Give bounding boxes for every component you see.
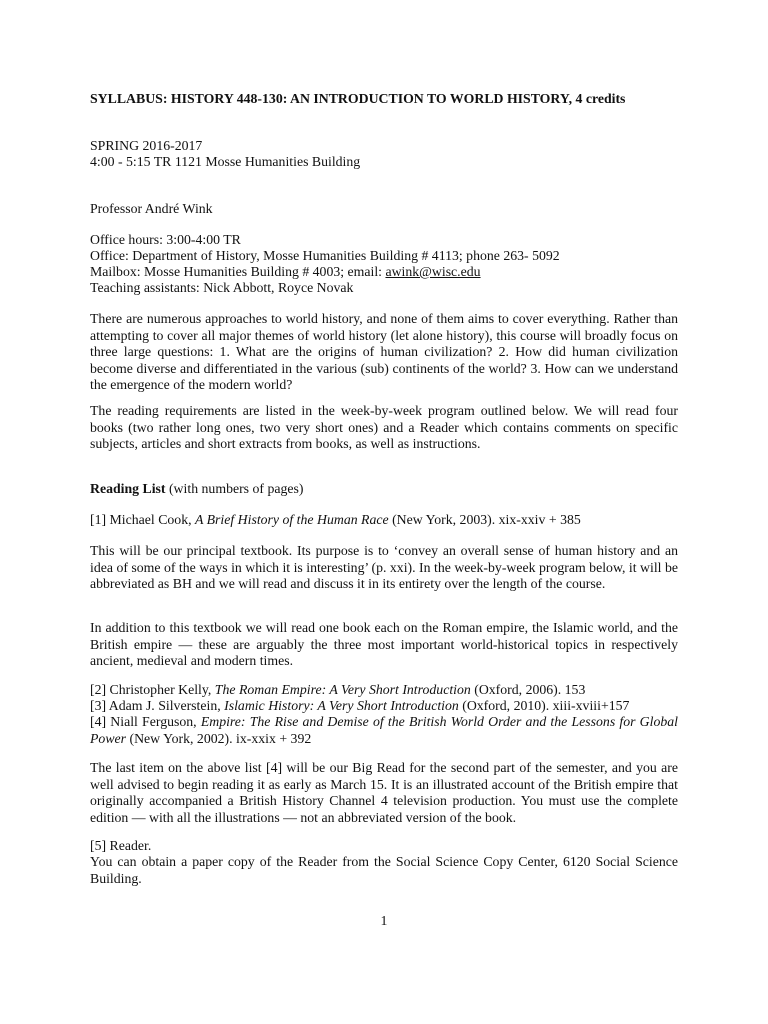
book-3-author: [3] Adam J. Silverstein, bbox=[90, 698, 225, 713]
book-4 bbox=[90, 714, 678, 747]
book-4-author: [4] Niall Ferguson, bbox=[90, 714, 201, 729]
intro-paragraph: There are numerous approaches to world history, and none of them aims to cover everything. Rather than attempting to cover all major themes of world history (let alone history), this course will broadly focus on three large questions: 1. What are the origins of human civilization? 2. How did human civilization become diverse and differentiated in the various (sub) continents of the world? 3. How can we understand the emergence of the modern world? bbox=[90, 311, 678, 393]
book-1-title: A Brief History of the Human Race bbox=[195, 512, 389, 527]
book-4-details: (New York, 2002). ix-xxix + 392 bbox=[126, 730, 312, 746]
textbook-paragraph: This will be our principal textbook. Its purpose is to ‘convey an overall sense of human history and an idea of some of the ways in which it is interesting’ (p. xxi). In the week-by-week program below, it will be abbreviated as BH and we will read and discuss it in its entirety over the length of the course. bbox=[90, 543, 678, 592]
mailbox-line bbox=[90, 264, 678, 281]
reader-paragraph: You can obtain a paper copy of the Reader from the Social Science Copy Center, 6120 Social Science Building. bbox=[90, 854, 678, 886]
schedule: 4:00 - 5:15 TR 1121 Mosse Humanities Building bbox=[90, 154, 361, 169]
professor-name: Professor André Wink bbox=[90, 201, 213, 216]
reader-heading: [5] Reader. bbox=[90, 838, 152, 853]
book-3-details: (Oxford, 2010). xiii-xviii+157 bbox=[458, 698, 630, 713]
email-link[interactable]: awink@wisc.edu bbox=[385, 264, 481, 279]
page-number: 1 bbox=[380, 913, 388, 928]
office-hours: Office hours: 3:00-4:00 TR bbox=[90, 232, 241, 247]
book-3-title: Islamic History: A Very Short Introduction bbox=[224, 698, 459, 713]
big-read-paragraph: The last item on the above list [4] will be our Big Read for the second part of the semester, and you are well advised to begin reading it as early as March 15. It is an illustrated account of the British empire that originally accompanied a British History Channel 4 television production. You must use the complete edition — with all the illustrations — not an abbreviated version of the book. bbox=[90, 760, 678, 825]
book-1-author: [1] Michael Cook, bbox=[90, 512, 195, 527]
reading-list-note: (with numbers of pages) bbox=[165, 481, 304, 496]
book-2 bbox=[90, 682, 678, 699]
book-1-details: (New York, 2003). xix-xxiv + 385 bbox=[388, 512, 581, 527]
additional-books-paragraph: In addition to this textbook we will read one book each on the Roman empire, the Islamic world, and the British empire — these are arguably the three most important world-historical topics in respectively ancient, medieval and modern times. bbox=[90, 620, 678, 669]
teaching-assistants: Teaching assistants: Nick Abbott, Royce Novak bbox=[90, 280, 354, 295]
office-location: Office: Department of History, Mosse Humanities Building # 4113; phone 263- 5092 bbox=[90, 248, 560, 263]
book-4-title: Empire: The Rise and Demise of the British World Order and the Lessons for Global Power bbox=[90, 714, 678, 746]
reading-list-title: Reading List bbox=[90, 481, 166, 496]
book-2-author: [2] Christopher Kelly, bbox=[90, 682, 215, 697]
reading-list-heading bbox=[90, 481, 678, 498]
reading-requirements-paragraph: The reading requirements are listed in the week-by-week program outlined below. We will read four books (two rather long ones, two very short ones) and a Reader which contains comments on specific subjects, articles and short extracts from books, as well as instructions. bbox=[90, 403, 678, 452]
book-2-details: (Oxford, 2006). 153 bbox=[470, 682, 586, 697]
syllabus-title: SYLLABUS: HISTORY 448-130: AN INTRODUCTION TO WORLD HISTORY, 4 credits bbox=[90, 91, 626, 106]
book-1 bbox=[90, 512, 678, 529]
book-2-title: The Roman Empire: A Very Short Introduction bbox=[214, 682, 471, 697]
term: SPRING 2016-2017 bbox=[90, 138, 203, 153]
mailbox-text: Mailbox: Mosse Humanities Building # 4003; email: bbox=[90, 264, 386, 279]
book-3 bbox=[90, 698, 678, 715]
